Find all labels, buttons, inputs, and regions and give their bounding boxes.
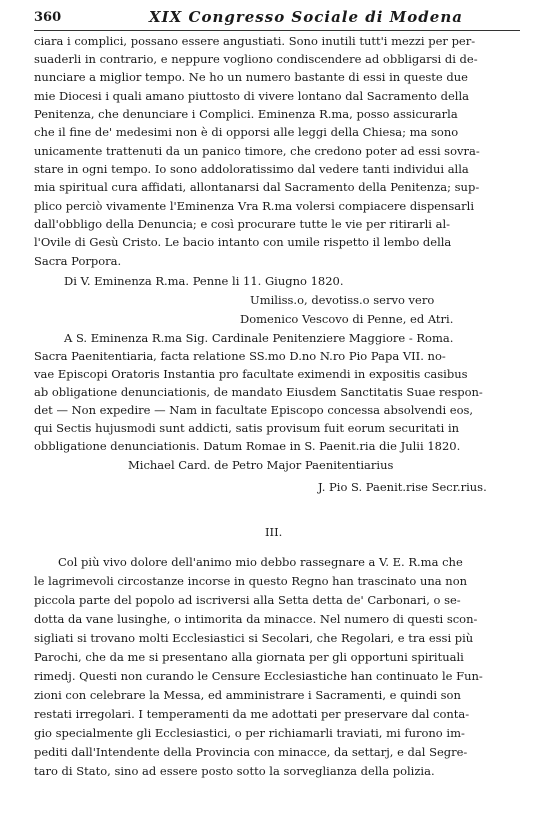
text-line: pediti dall'Intendente della Provincia con minacce, da settarj, e dal Segre-: [34, 745, 468, 759]
text-line: zioni con celebrare la Messa, ed amministrare i Sacramenti, e quindi son: [34, 688, 461, 702]
section-heading: III.: [265, 525, 283, 539]
text-line: qui Sectis hujusmodi sunt addicti, satis provisum fuit eorum securitati in: [34, 421, 460, 435]
text-line: restati irregolari. I temperamenti da me adottati per preservare dal conta-: [34, 707, 470, 721]
text-line: Sacra Porpora.: [34, 254, 122, 268]
text-line: mia spiritual cura affidati, allontanarsi dal Sacramento della Penitenza; sup-: [34, 180, 480, 194]
signature-line: Domenico Vescovo di Penne, ed Atri.: [240, 312, 454, 326]
text-line: dotta da vane lusinghe, o intimorita da minacce. Nel numero di questi scon-: [34, 612, 478, 626]
address-line: A S. Eminenza R.ma Sig. Cardinale Penitenziere Maggiore - Roma.: [64, 331, 454, 345]
signature-line: Umiliss.o, devotiss.o servo vero: [250, 293, 435, 307]
text-line: sigliati si trovano molti Ecclesiastici si Secolari, che Regolari, e tra essi più: [34, 631, 474, 645]
header-rule: [34, 30, 520, 31]
text-line: le lagrimevoli circostanze incorse in questo Regno han trascinato una non: [34, 574, 468, 588]
text-line: ab obligatione denunciationis, de mandato Eiusdem Sanctitatis Suae respon-: [34, 385, 483, 399]
text-line: obbligatione denunciationis. Datum Romae in S. Paenit.ria die Julii 1820.: [34, 439, 461, 453]
text-line: Penitenza, che denunciare i Complici. Eminenza R.ma, posso assicurarla: [34, 107, 458, 121]
text-line: stare in ogni tempo. Io sono addoloratissimo dal vedere tanti individui alla: [34, 162, 469, 176]
text-line: unicamente trattenuti da un panico timore, che credono poter ad essi sovra-: [34, 144, 480, 158]
text-line: mie Diocesi i quali amano piuttosto di vivere lontano dal Sacramento della: [34, 89, 470, 103]
text-line: vae Episcopi Oratoris Instantia pro facultate eximendi in expositis casibus: [34, 367, 468, 381]
date-line: Di V. Eminenza R.ma. Penne li 11. Giugno 1820.: [64, 274, 344, 288]
text-line: plico perciò vivamente l'Eminenza Vra R.ma volersi compiacere dispensarli: [34, 199, 475, 213]
page-header: [34, 8, 520, 30]
page-number: 360: [34, 10, 62, 25]
text-line: Sacra Paenitentiaria, facta relatione SS.mo D.no N.ro Pio Papa VII. no-: [34, 349, 446, 363]
text-line: taro di Stato, sino ad essere posto sotto la sorveglianza della polizia.: [34, 764, 435, 778]
text-line: ciara i complici, possano essere angustiati. Sono inutili tutt'i mezzi per per-: [34, 34, 476, 48]
text-line: nunciare a miglior tempo. Ne ho un numero bastante di essi in queste due: [34, 70, 468, 84]
text-line: l'Ovile di Gesù Cristo. Le bacio intanto con umile rispetto il lembo della: [34, 235, 452, 249]
text-line: suaderli in contrario, e neppure vogliono condiscendere ad obbligarsi di de-: [34, 52, 478, 66]
text-line: Col più vivo dolore dell'animo mio debbo rassegnare a V. E. R.ma che: [58, 555, 463, 569]
text-line: det — Non expedire — Nam in facultate Episcopo concessa absolvendi eos,: [34, 403, 474, 417]
signature-line: J. Pio S. Paenit.rise Secr.rius.: [318, 480, 487, 494]
text-line: che il fine de' medesimi non è di opporsi alle leggi della Chiesa; ma sono: [34, 125, 459, 139]
text-line: Parochi, che da me si presentano alla giornata per gli opportuni spirituali: [34, 650, 464, 664]
text-line: dall'obbligo della Denuncia; e così procurare tutte le vie per ritirarli al-: [34, 217, 451, 231]
text-line: piccola parte del popolo ad iscriversi alla Setta detta de' Carbonari, o se-: [34, 593, 461, 607]
text-line: rimedj. Questi non curando le Censure Ecclesiastiche han continuato le Fun-: [34, 669, 483, 683]
signature-line: Michael Card. de Petro Major Paenitentiarius: [128, 458, 394, 472]
running-title: XIX Congresso Sociale di Modena: [149, 8, 463, 26]
text-line: gio specialmente gli Ecclesiastici, o per richiamarli traviati, mi furono im-: [34, 726, 465, 740]
